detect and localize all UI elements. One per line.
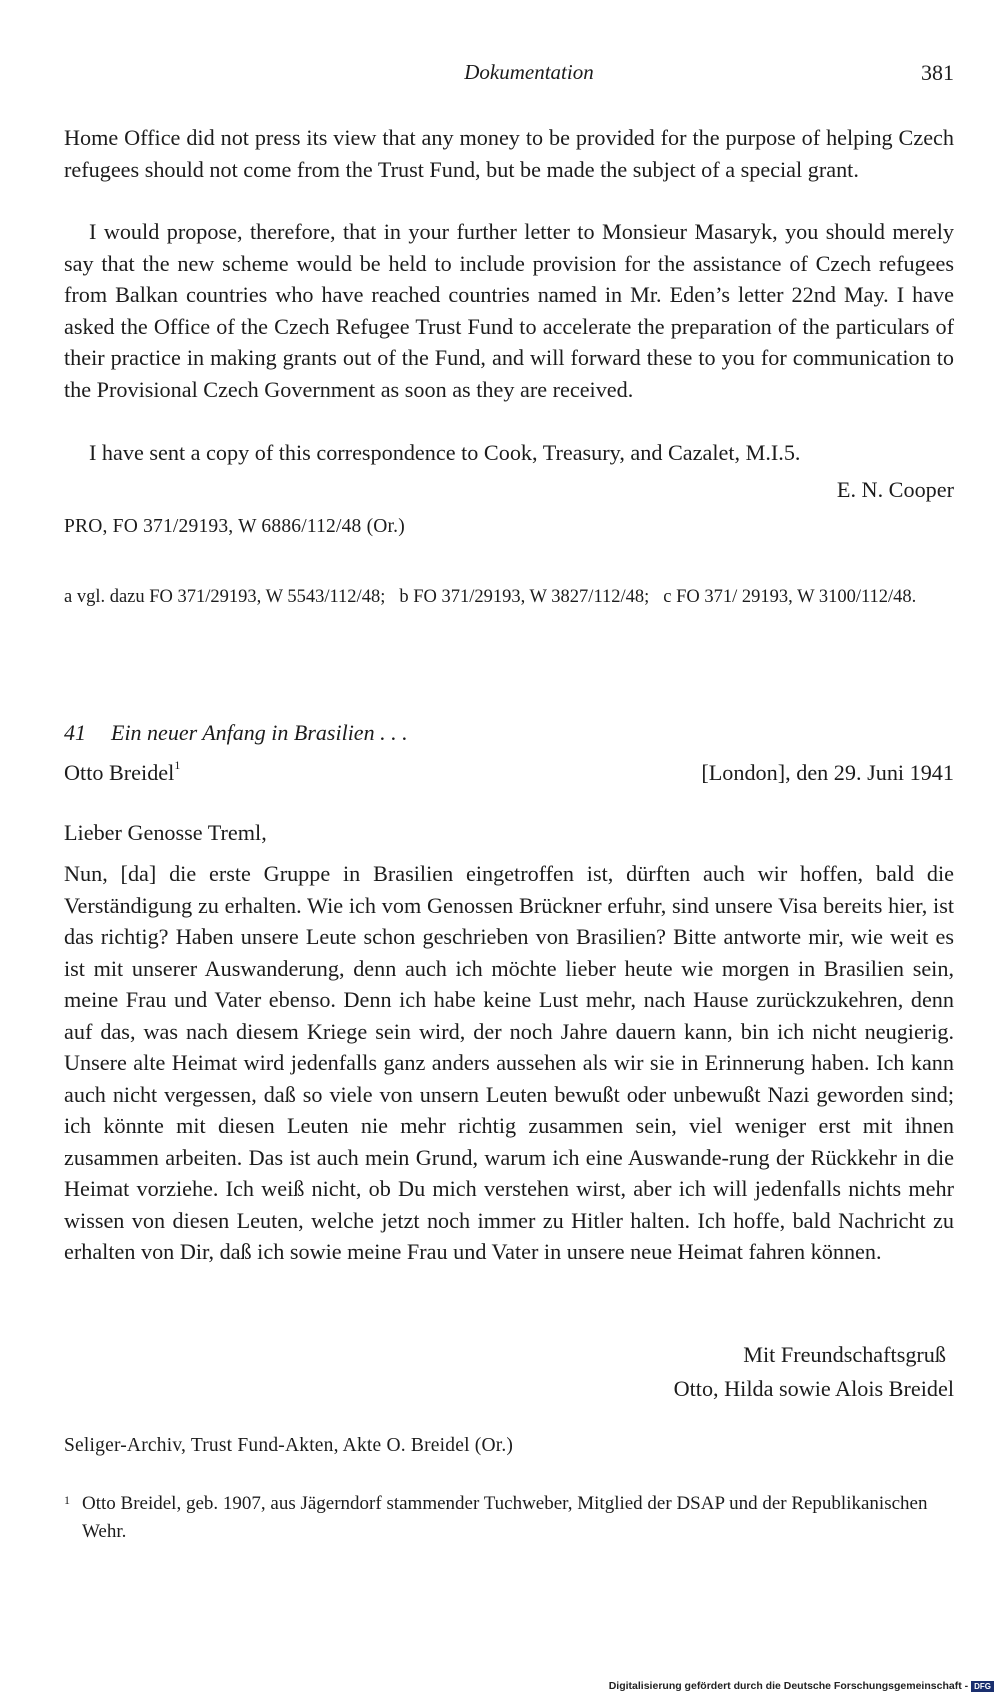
document-heading (64, 720, 408, 746)
signature-cooper: E. N. Cooper (836, 477, 954, 502)
footnote-1 (64, 1490, 954, 1546)
dfg-logo: DFG (971, 1681, 994, 1692)
source-reference-seliger: Seliger-Archiv, Trust Fund-Akten, Akte O. Breidel (Or.) (64, 1435, 514, 1456)
letter-closing-greeting: Mit Freundschaftsgruß (743, 1342, 946, 1367)
running-title: Dokumentation (464, 60, 594, 84)
letter-note-a: a vgl. dazu FO 371/29193, W 5543/112/48; (64, 587, 386, 607)
author-footnote-marker: 1 (174, 758, 181, 772)
footnote-text: Otto Breidel, geb. 1907, aus Jägerndorf stammender Tuchweber, Mitglied der DSAP und der Republikanischen Wehr. (82, 1493, 928, 1542)
letter-footnotes (64, 582, 954, 612)
letter-closing-names: Otto, Hilda sowie Alois Breidel (673, 1376, 954, 1401)
digitization-credit (609, 1680, 994, 1692)
letter-salutation: Lieber Genosse Treml, (64, 820, 267, 845)
page (64, 0, 954, 1697)
document-number: 41 (64, 720, 86, 745)
letter-date-place: [London], den 29. Juni 1941 (701, 760, 954, 785)
paragraph-continuation: Home Office did not press its view that any money to be provided for the purpose of helping Czech refugees should not come from the Trust Fund, but be made the subject of a special grant. (64, 125, 954, 182)
letter-note-b: b FO 371/29193, W 3827/112/48; (399, 587, 650, 607)
document-title: Ein neuer Anfang in Brasilien . . . (111, 720, 408, 745)
letter-author (64, 760, 180, 786)
paragraph-copy-sent: I have sent a copy of this correspondence to Cook, Treasury, and Cazalet, M.I.5. (89, 440, 801, 465)
letter-note-c: c FO 371/ 29193, W 3100/112/48. (663, 587, 917, 607)
page-number: 381 (921, 60, 954, 85)
author-name: Otto Breidel (64, 760, 175, 785)
credit-text: Digitalisierung gefördert durch die Deutsche Forschungsgemeinschaft - (608, 1680, 969, 1692)
footnote-number: 1 (64, 1493, 70, 1507)
running-head (64, 60, 954, 92)
paragraph-proposal: I would propose, therefore, that in your further letter to Monsieur Masaryk, you should merely say that the new scheme would be held to include provision for the assistance of Czech refugees from Balkan countries who have reached countries named in Mr. Eden’s letter 22nd May. I have asked the Office of the Czech Refugee Trust Fund to accelerate the preparation of the particulars of their practice in making grants out of the Fund, and will forward these to you for communication to the Provisional Czech Government as soon as they are received. (64, 219, 954, 402)
source-reference-pro: PRO, FO 371/29193, W 6886/112/48 (Or.) (64, 516, 405, 537)
letter-body: Nun, [da] die erste Gruppe in Brasilien eingetroffen ist, dürften auch wir hoffen, bald die Verständigung zu erhalten. Wie ich vom Genossen Brückner erfuhr, sind unsere Visa bereits hier, ist das richtig? Haben unsere Leute schon geschrieben von Brasilien? Bitte antworte mir, wie weit es ist mit unserer Auswanderung, denn auch ich möchte lieber heute wie morgen in Brasilien sein, meine Frau und Vater ebenso. Denn ich habe keine Lust mehr, nach Hause zurückzukehren, denn auf das, was nach diesem Kriege sein wird, der noch Jahre dauern kann, bin ich nicht neugierig. Unsere alte Heimat wird jedenfalls ganz anders aussehen als wir sie in Erinnerung haben. Ich kann auch nicht vergessen, daß so viele von unsern Leuten bewußt oder unbewußt Nazi geworden sind; ich könnte mit diesen Leuten nie mehr richtig zusammen sein, viel weniger erst mit ihnen zusammen arbeiten. Das ist auch mein Grund, warum ich eine Auswande-rung der Rückkehr in die Heimat vorziehe. Ich weiß nicht, ob Du mich verstehen wirst, aber ich will jedenfalls nichts mehr wissen von diesen Leuten, welche jetzt noch immer zu Hitler halten. Ich hoffe, bald Nachricht zu erhalten von Dir, daß ich sowie meine Frau und Vater in unsere neue Heimat fahren können. (64, 861, 954, 1264)
